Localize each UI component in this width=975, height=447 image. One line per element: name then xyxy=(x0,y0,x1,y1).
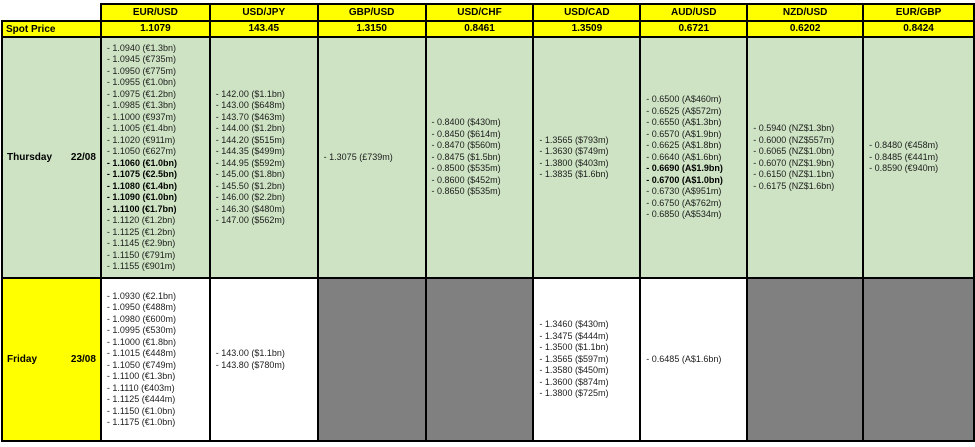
expiry-entry: - 0.8590 (€940m) xyxy=(869,163,939,174)
expiry-list xyxy=(534,133,639,183)
expiry-entry: - 1.0975 (€1.2bn) xyxy=(106,88,176,99)
expiry-entry: - 1.3800 ($725m) xyxy=(539,388,609,399)
thursday-audusd-cell[interactable] xyxy=(640,37,747,278)
expiry-entry: - 1.1050 (€627m) xyxy=(106,146,176,156)
expiry-entry: - 0.8485 (€441m) xyxy=(869,151,939,162)
spot-price-nzdusd[interactable]: 0.6202 xyxy=(747,21,863,37)
expiry-list xyxy=(427,115,533,200)
expiry-entry: - 0.6550 (A$1.3bn) xyxy=(646,117,722,128)
expiry-entry: - 0.6000 (NZ$557m) xyxy=(753,134,835,145)
expiry-entry: - 1.0950 (€488m) xyxy=(106,302,176,312)
friday-audusd-cell[interactable] xyxy=(640,278,747,441)
expiry-entry: - 147.00 ($562m) xyxy=(215,215,285,225)
expiry-list xyxy=(641,352,746,368)
friday-usdcad-cell[interactable] xyxy=(533,278,640,441)
expiry-entry: - 1.0945 (€735m) xyxy=(106,54,176,64)
expiry-list xyxy=(102,289,209,431)
expiry-entry: - 0.6850 (A$534m) xyxy=(646,209,722,220)
thursday-date-cell[interactable] xyxy=(2,37,101,278)
expiry-entry: - 1.1000 (€937m) xyxy=(106,111,176,122)
expiry-list xyxy=(102,41,209,275)
expiry-entry: - 0.8500 ($535m) xyxy=(431,163,501,174)
expiry-entry: - 0.6700 (A$1.0bn) xyxy=(646,174,723,185)
corner-cell xyxy=(2,4,101,21)
pair-header-gbpusd[interactable]: GBP/USD xyxy=(318,4,426,21)
day-label xyxy=(7,152,96,163)
expiry-entry: - 1.1100 (€1.7bn) xyxy=(106,203,177,214)
expiry-entry: - 1.1050 (€749m) xyxy=(106,359,176,370)
day-date: 23/08 xyxy=(70,354,96,365)
friday-eurusd-cell[interactable] xyxy=(101,278,210,441)
expiry-entry: - 1.1005 (€1.4bn) xyxy=(106,123,176,133)
pair-header-eurusd[interactable]: EUR/USD xyxy=(101,4,210,21)
expiry-entry: - 1.1175 (€1.0bn) xyxy=(106,417,176,427)
pair-header-nzdusd[interactable]: NZD/USD xyxy=(747,4,863,21)
expiry-entry: - 0.8470 ($560m) xyxy=(431,140,501,151)
spot-price-row xyxy=(2,21,974,37)
friday-nzdusd-cell[interactable] xyxy=(747,278,863,441)
thursday-usdchf-cell[interactable] xyxy=(426,37,534,278)
spot-price-usdjpy[interactable]: 143.45 xyxy=(210,21,318,37)
expiry-entry: - 0.6485 (A$1.6bn) xyxy=(646,353,722,364)
expiry-entry: - 144.35 ($499m) xyxy=(215,146,285,156)
expiry-entry: - 1.1000 (€1.8bn) xyxy=(106,336,176,347)
expiry-entry: - 146.30 ($480m) xyxy=(215,203,285,214)
expiry-entry: - 0.6525 (A$572m) xyxy=(646,105,722,116)
expiry-entry: - 0.6150 (NZ$1.1bn) xyxy=(753,169,835,179)
spot-price-eurusd[interactable]: 1.1079 xyxy=(101,21,210,37)
expiry-entry: - 1.3565 ($597m) xyxy=(539,353,609,364)
expiry-entry: - 0.6625 (A$1.8bn) xyxy=(646,140,722,151)
day-name: Thursday xyxy=(7,152,53,163)
expiry-entry: - 1.0950 (€775m) xyxy=(106,65,176,76)
expiry-entry: - 143.00 ($648m) xyxy=(215,100,285,110)
expiry-entry: - 142.00 ($1.1bn) xyxy=(215,88,285,99)
expiry-entry: - 146.00 ($2.2bn) xyxy=(215,192,285,202)
expiry-entry: - 1.3600 ($874m) xyxy=(539,376,609,387)
expiry-entry: - 0.6500 (A$460m) xyxy=(646,94,722,105)
expiry-entry: - 144.20 ($515m) xyxy=(215,134,285,145)
thursday-eurusd-cell[interactable] xyxy=(101,37,210,278)
expiry-entry: - 1.0995 (€530m) xyxy=(106,325,176,335)
expiry-entry: - 0.6640 (A$1.6bn) xyxy=(646,151,722,162)
day-label xyxy=(7,354,96,365)
expiry-entry: - 1.0985 (€1.3bn) xyxy=(106,100,176,110)
expiry-entry: - 1.1125 (€1.2bn) xyxy=(106,226,176,237)
thursday-usdjpy-cell[interactable] xyxy=(210,37,318,278)
expiry-entry: - 1.1150 (€791m) xyxy=(106,249,176,260)
expiry-list xyxy=(748,121,862,194)
spot-price-eurgbp[interactable]: 0.8424 xyxy=(863,21,974,37)
expiry-list xyxy=(864,138,973,177)
expiry-entry: - 1.1020 (€911m) xyxy=(106,134,176,145)
expiry-entry: - 143.80 ($780m) xyxy=(215,359,285,370)
expiry-entry: - 1.0940 (€1.3bn) xyxy=(106,42,176,53)
expiry-entry: - 0.8650 ($535m) xyxy=(431,186,501,197)
friday-usdjpy-cell[interactable] xyxy=(210,278,318,441)
spot-price-usdchf[interactable]: 0.8461 xyxy=(426,21,534,37)
fx-expiries-table xyxy=(1,3,975,442)
friday-usdchf-cell[interactable] xyxy=(426,278,534,441)
expiry-entry: - 1.1090 (€1.0bn) xyxy=(106,192,177,202)
expiry-entry: - 145.50 ($1.2bn) xyxy=(215,180,285,191)
expiry-entry: - 1.1150 (€1.0bn) xyxy=(106,405,176,416)
expiry-entry: - 0.8450 ($614m) xyxy=(431,128,501,139)
expiry-entry: - 1.1100 (€1.3bn) xyxy=(106,371,176,381)
pair-header-usdchf[interactable]: USD/CHF xyxy=(426,4,534,21)
expiry-entry: - 1.0930 (€2.1bn) xyxy=(106,290,176,301)
pair-header-eurgbp[interactable]: EUR/GBP xyxy=(863,4,974,21)
expiry-entry: - 0.8400 ($430m) xyxy=(431,117,501,128)
expiry-entry: - 1.1075 (€2.5bn) xyxy=(106,169,177,179)
expiry-entry: - 1.3075 (£739m) xyxy=(323,151,393,162)
spot-price-label[interactable]: Spot Price xyxy=(2,21,101,37)
expiry-entry: - 0.8600 ($452m) xyxy=(431,174,501,185)
expiry-entry: - 1.0980 (€600m) xyxy=(106,313,176,324)
expiry-entry: - 1.3565 ($793m) xyxy=(539,134,609,145)
thursday-usdcad-cell[interactable] xyxy=(533,37,640,278)
spot-price-audusd[interactable]: 0.6721 xyxy=(640,21,747,37)
pair-header-usdcad[interactable]: USD/CAD xyxy=(533,4,640,21)
expiry-entry: - 1.3630 ($749m) xyxy=(539,146,609,156)
expiry-list xyxy=(211,346,317,373)
expiry-entry: - 1.1125 (€444m) xyxy=(106,394,176,404)
pair-header-usdjpy[interactable]: USD/JPY xyxy=(210,4,318,21)
thursday-gbpusd-cell[interactable] xyxy=(318,37,426,278)
expiry-entry: - 1.1120 (€1.2bn) xyxy=(106,215,176,225)
friday-row xyxy=(2,278,974,441)
thursday-row xyxy=(2,37,974,278)
expiry-entry: - 1.1110 (€403m) xyxy=(106,382,175,393)
friday-date-cell[interactable] xyxy=(2,278,101,441)
expiry-entry: - 0.8480 (€458m) xyxy=(869,140,939,151)
thursday-nzdusd-cell[interactable] xyxy=(747,37,863,278)
expiry-entry: - 1.3800 ($403m) xyxy=(539,157,609,168)
expiry-entry: - 0.6065 (NZ$1.0bn) xyxy=(753,146,835,156)
expiry-entry: - 0.5940 (NZ$1.3bn) xyxy=(753,123,835,133)
expiry-entry: - 145.00 ($1.8bn) xyxy=(215,169,285,179)
friday-gbpusd-cell[interactable] xyxy=(318,278,426,441)
pair-header-audusd[interactable]: AUD/USD xyxy=(640,4,747,21)
expiry-entry: - 143.00 ($1.1bn) xyxy=(215,348,285,358)
expiry-entry: - 143.70 ($463m) xyxy=(215,111,285,122)
pair-header-row xyxy=(2,4,974,21)
expiry-entry: - 0.6730 (A$951m) xyxy=(646,186,722,197)
spot-price-usdcad[interactable]: 1.3509 xyxy=(533,21,640,37)
expiry-entry: - 0.6070 (NZ$1.9bn) xyxy=(753,157,835,168)
expiry-entry: - 0.6570 (A$1.9bn) xyxy=(646,128,722,139)
expiry-entry: - 144.95 ($592m) xyxy=(215,157,285,168)
expiry-entry: - 0.8475 ($1.5bn) xyxy=(431,151,501,162)
expiry-entry: - 0.6175 (NZ$1.6bn) xyxy=(753,180,835,191)
expiry-entry: - 1.3460 ($430m) xyxy=(539,319,609,330)
expiry-list xyxy=(319,150,425,166)
expiry-list xyxy=(211,87,317,229)
spot-price-gbpusd[interactable]: 1.3150 xyxy=(318,21,426,37)
expiry-list xyxy=(534,317,639,402)
expiry-entry: - 0.6750 (A$762m) xyxy=(646,197,722,208)
day-name: Friday xyxy=(7,354,38,365)
expiry-entry: - 1.1155 (€901m) xyxy=(106,261,176,271)
expiry-entry: - 1.3835 ($1.6bn) xyxy=(539,169,609,179)
expiry-entry: - 1.1145 (€2.9bn) xyxy=(106,238,176,248)
expiry-entry: - 1.1080 (€1.4bn) xyxy=(106,180,177,191)
friday-eurgbp-cell[interactable] xyxy=(863,278,974,441)
expiry-list xyxy=(641,92,746,223)
day-date: 22/08 xyxy=(70,152,96,163)
expiry-entry: - 144.00 ($1.2bn) xyxy=(215,123,285,133)
expiry-entry: - 1.1060 (€1.0bn) xyxy=(106,157,177,168)
expiry-entry: - 1.3500 ($1.1bn) xyxy=(539,342,609,353)
thursday-eurgbp-cell[interactable] xyxy=(863,37,974,278)
expiry-entry: - 1.3580 ($450m) xyxy=(539,365,609,376)
expiry-entry: - 1.0955 (€1.0bn) xyxy=(106,77,176,87)
expiry-entry: - 1.1015 (€448m) xyxy=(106,348,176,358)
expiry-entry: - 1.3475 ($444m) xyxy=(539,330,609,341)
expiry-entry: - 0.6690 (A$1.9bn) xyxy=(646,163,723,174)
